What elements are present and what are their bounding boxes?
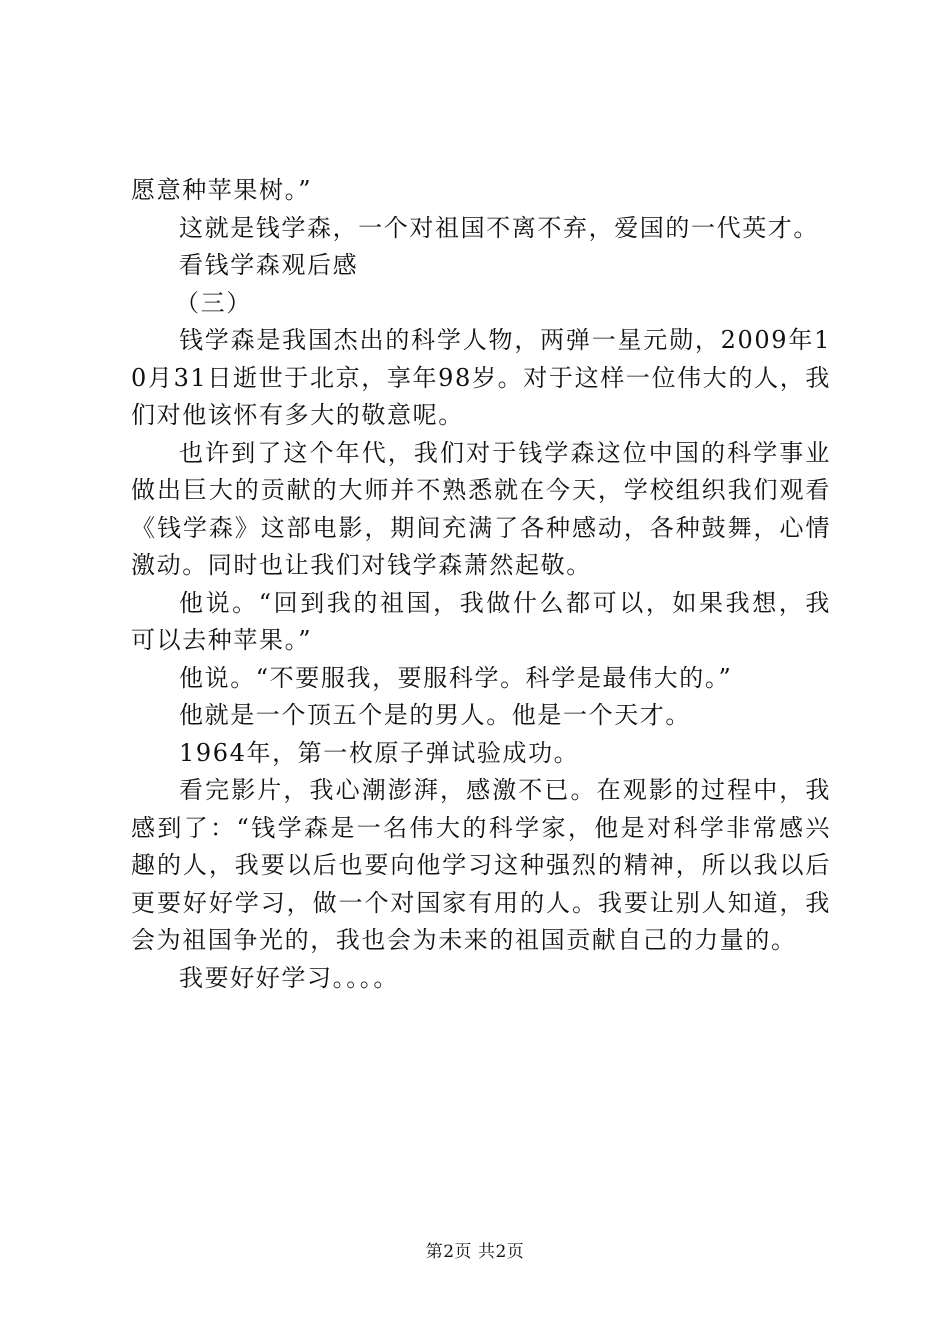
page-footer: 第2页 共2页 <box>425 1242 525 1262</box>
section-title: 看钱学森观后感 <box>179 251 359 279</box>
paragraph: 看完影片，我心潮澎湃，感激不已。在观影的过程中，我感到了：“钱学森是一名伟大的科学家，他是对科学非常感兴趣的人，我要以后也要向他学习这种强烈的精神，所以我以后更要好好学习，做一个对国家有用的人。我要让别人知道，我会为祖国争光的，我也会为未来的祖国贡献自己的力量的。 <box>131 776 831 954</box>
paragraph: 他说。“不要服我，要服科学。科学是最伟大的。” <box>179 663 733 692</box>
paragraph: 这就是钱学森，一个对祖国不离不弃，爱国的一代英才。 <box>179 213 819 242</box>
paragraph: 他说。“回到我的祖国，我做什么都可以，如果我想，我可以去种苹果。” <box>131 588 831 654</box>
paragraph-continuation: 愿意种苹果树。” <box>131 176 313 204</box>
paragraph: 钱学森是我国杰出的科学人物，两弹一星元勋，2009年10月31日逝世于北京，享年98岁。对于这样一位伟大的人，我们对他该怀有多大的敬意呢。 <box>131 326 831 429</box>
document-body <box>131 172 831 997</box>
paragraph: 也许到了这个年代，我们对于钱学森这位中国的科学事业做出巨大的贡献的大师并不熟悉就在今天，学校组织我们观看《钱学森》这部电影，期间充满了各种感动，各种鼓舞，心情激动。同时也让我们对钱学森萧然起敬。 <box>131 438 831 579</box>
paragraph: 我要好好学习。。。。 <box>179 963 399 992</box>
paragraph: 他就是一个顶五个是的男人。他是一个天才。 <box>179 701 691 729</box>
paragraph: 1964年，第一枚原子弹试验成功。 <box>179 738 580 767</box>
section-number: （三） <box>175 288 252 317</box>
